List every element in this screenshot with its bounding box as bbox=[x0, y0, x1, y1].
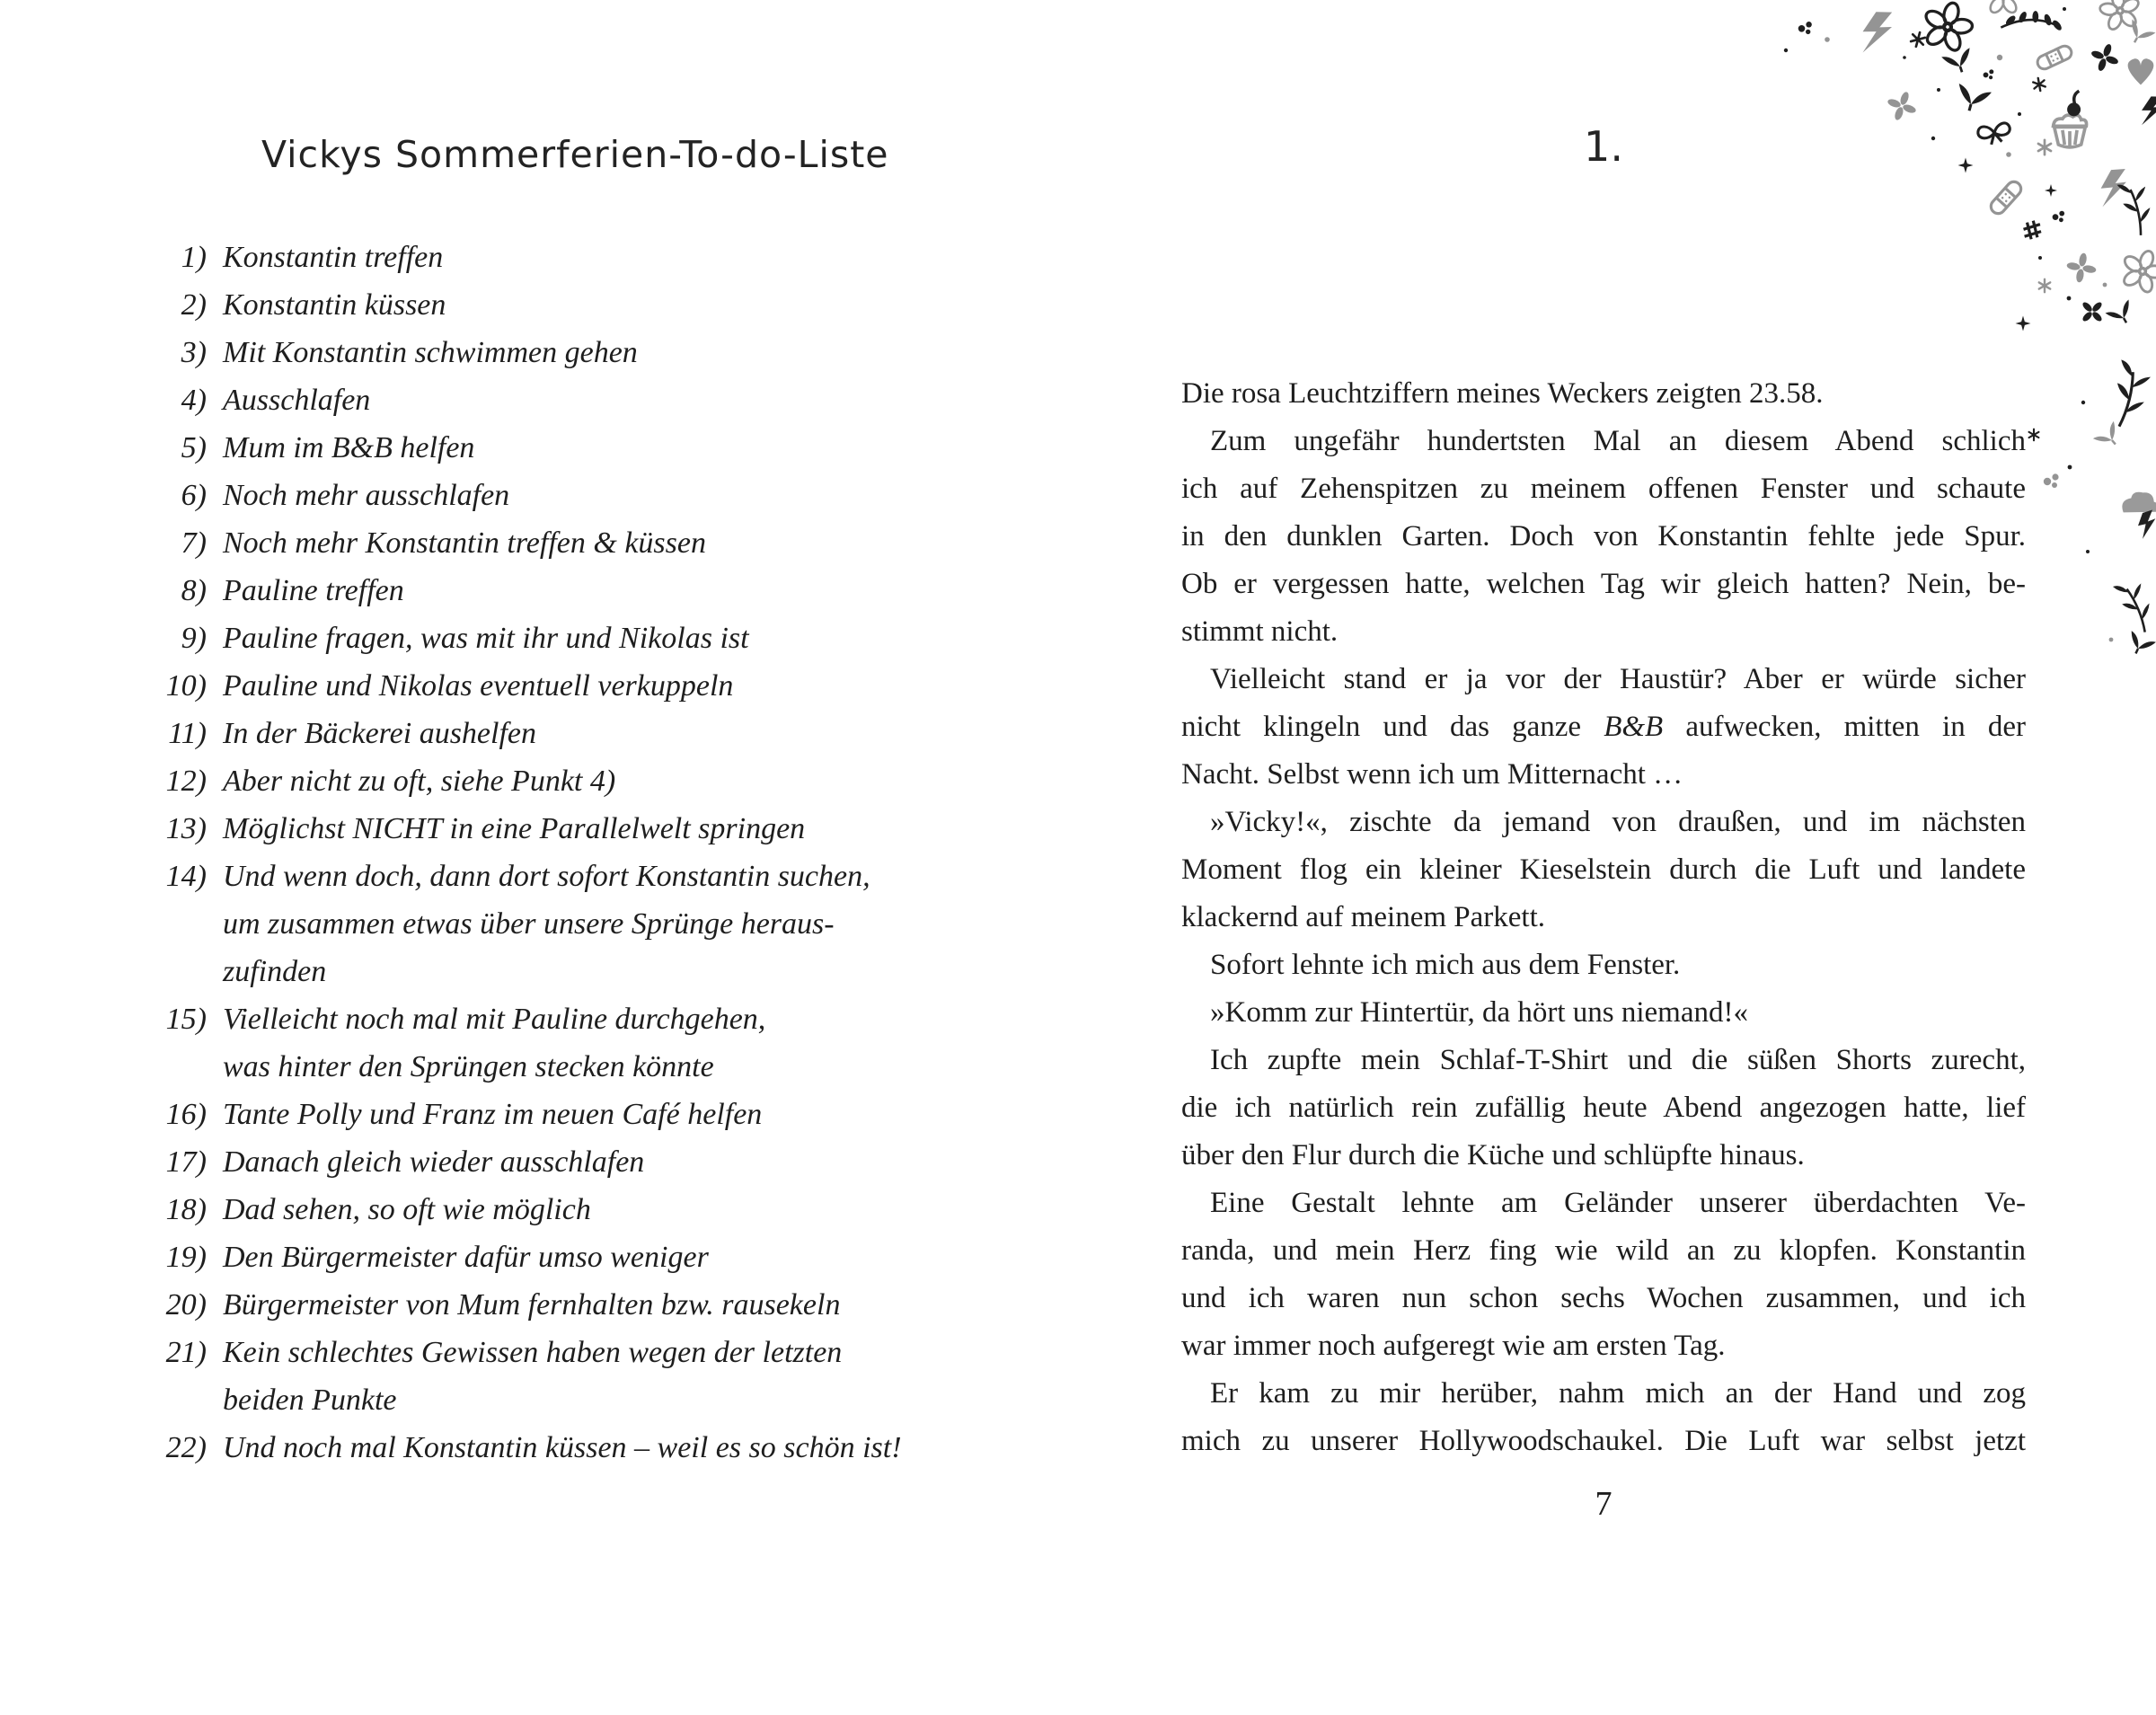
dot-doodle-icon bbox=[1825, 37, 1830, 42]
clover-doodle-icon bbox=[1883, 87, 1921, 125]
todo-list-item bbox=[131, 1233, 994, 1281]
sparkle-doodle-icon bbox=[2016, 316, 2031, 332]
flower-doodle-icon bbox=[1984, 0, 2023, 15]
todo-item-text: beiden Punkte bbox=[223, 1383, 397, 1417]
todo-list-item bbox=[131, 805, 994, 853]
todo-list-item bbox=[131, 281, 994, 329]
dots-doodle-icon bbox=[1798, 22, 1812, 34]
todo-item-text: Tante Polly und Franz im neuen Café helfen bbox=[223, 1098, 763, 1131]
todo-item-text: Kein schlechtes Gewissen haben wegen der letzten bbox=[223, 1336, 843, 1369]
todo-item-number bbox=[131, 948, 207, 995]
dot-doodle-icon bbox=[2103, 283, 2107, 287]
flower-doodle-icon bbox=[2115, 243, 2156, 298]
dot-doodle-icon bbox=[2038, 256, 2042, 260]
todo-item-text: Noch mehr Konstantin treffen & küssen bbox=[223, 526, 706, 560]
todo-list-item bbox=[131, 757, 994, 805]
body-text-line: Moment flog ein kleiner Kieselstein durch die Luft und landete bbox=[1181, 853, 2026, 886]
body-text-line: Ich zupfte mein Schlaf-T-Shirt und die süßen Shorts zurecht, bbox=[1210, 1044, 2026, 1076]
todo-item-number: 6) bbox=[181, 479, 207, 512]
todo-item-text: Konstantin küssen bbox=[223, 288, 446, 322]
todo-item-text: Noch mehr ausschlafen bbox=[223, 479, 510, 512]
body-text-line: ich auf Zehenspitzen zu meinem offenen Fenster und schaute bbox=[1181, 473, 2026, 505]
todo-item-text: zufinden bbox=[223, 955, 327, 988]
cupcake-doodle-icon bbox=[2054, 91, 2087, 147]
todo-item-text: Und wenn doch, dann dort sofort Konstantin suchen, bbox=[223, 860, 870, 893]
body-text-line: »Komm zur Hintertür, da hört uns niemand!« bbox=[1210, 996, 1748, 1029]
todo-item-text: Danach gleich wieder ausschlafen bbox=[223, 1145, 645, 1179]
dot-doodle-icon bbox=[2067, 296, 2072, 301]
todo-item-text: Dad sehen, so oft wie möglich bbox=[223, 1193, 591, 1226]
todo-item-number: 22) bbox=[165, 1431, 207, 1464]
todo-item-number: 2) bbox=[181, 288, 207, 322]
body-text-line: Vielleicht stand er ja vor der Haustür? Aber er würde sicher bbox=[1210, 663, 2026, 695]
todo-list-item-continuation bbox=[131, 948, 994, 995]
todo-item-number bbox=[131, 1043, 207, 1091]
body-text-line: Zum ungefähr hundertsten Mal an diesem Abend schlich bbox=[1210, 425, 2026, 457]
body-text-line: die ich natürlich rein zufällig heute Abend angezogen hatte, lief bbox=[1181, 1092, 2026, 1124]
todo-item-text: Pauline und Nikolas eventuell verkuppeln bbox=[223, 669, 734, 703]
leaf-doodle-icon bbox=[1941, 48, 1976, 76]
todo-list-item bbox=[131, 853, 994, 900]
body-text-line: Die rosa Leuchtziffern meines Weckers zeigten 23.58. bbox=[1181, 377, 1824, 410]
dot-doodle-icon bbox=[2006, 152, 2011, 157]
todo-item-text: Und noch mal Konstantin küssen – weil es so schön ist! bbox=[223, 1431, 902, 1464]
corner-doodles-decoration bbox=[1734, 0, 2156, 665]
dots-doodle-icon bbox=[2053, 211, 2064, 222]
todo-list bbox=[131, 234, 994, 1472]
todo-list-item bbox=[131, 1138, 994, 1186]
todo-item-text: Mit Konstantin schwimmen gehen bbox=[223, 336, 638, 369]
todo-list-item bbox=[131, 662, 994, 710]
dot-doodle-icon bbox=[2063, 7, 2066, 11]
todo-list-item bbox=[131, 329, 994, 376]
todo-item-number bbox=[131, 900, 207, 948]
todo-item-number: 9) bbox=[181, 622, 207, 655]
todo-list-item bbox=[131, 995, 994, 1043]
todo-item-number: 10) bbox=[165, 669, 207, 703]
todo-item-number: 16) bbox=[165, 1098, 207, 1131]
todo-item-number: 17) bbox=[165, 1145, 207, 1179]
sparkle-doodle-icon bbox=[2033, 77, 2046, 92]
dots-doodle-icon bbox=[1984, 69, 1994, 79]
todo-item-text: Aber nicht zu oft, siehe Punkt 4) bbox=[223, 765, 616, 798]
clover-doodle-icon bbox=[2087, 40, 2123, 75]
body-text-line: in den dunklen Garten. Doch von Konstantin fehlte jede Spur. bbox=[1181, 520, 2026, 553]
body-text-line: Nacht. Selbst wenn ich um Mitternacht … bbox=[1181, 758, 1683, 791]
dot-doodle-icon bbox=[2018, 112, 2021, 116]
sparkle-doodle-icon bbox=[2045, 184, 2057, 197]
todo-item-text: Bürgermeister von Mum fernhalten bzw. rausekeln bbox=[223, 1288, 841, 1322]
todo-item-number: 3) bbox=[181, 336, 207, 369]
body-text-line: Eine Gestalt lehnte am Geländer unserer überdachten Ve- bbox=[1210, 1187, 2026, 1219]
dot-doodle-icon bbox=[1903, 56, 1906, 59]
todo-item-text: Mum im B&B helfen bbox=[223, 431, 475, 464]
todo-item-text: um zusammen etwas über unsere Sprünge heraus- bbox=[223, 907, 835, 941]
sparkle-doodle-icon bbox=[1958, 158, 1974, 173]
body-text-line: über den Flur durch die Küche und schlüpfte hinaus. bbox=[1181, 1139, 1805, 1171]
body-text-line: nicht klingeln und das ganze B&B aufwecken, mitten in der bbox=[1181, 711, 2026, 743]
sparkle-doodle-icon bbox=[1910, 31, 1926, 48]
body-text-line: randa, und mein Herz fing wie wild an zu klopfen. Konstantin bbox=[1181, 1234, 2026, 1267]
todo-item-text: was hinter den Sprüngen stecken könnte bbox=[223, 1050, 714, 1083]
todo-list-item bbox=[131, 1281, 994, 1329]
todo-list-item bbox=[131, 1091, 994, 1138]
todo-item-number: 19) bbox=[165, 1241, 207, 1274]
body-text-line: »Vicky!«, zischte da jemand von draußen, und im nächsten bbox=[1210, 806, 2026, 838]
todo-item-number: 1) bbox=[181, 241, 207, 274]
todo-list-item-continuation bbox=[131, 1376, 994, 1424]
dot-doodle-icon bbox=[2086, 550, 2090, 553]
todo-list-item bbox=[131, 614, 994, 662]
clover-doodle-icon bbox=[2064, 251, 2099, 285]
todo-item-text: Vielleicht noch mal mit Pauline durchgehen, bbox=[223, 1003, 766, 1036]
dot-doodle-icon bbox=[1997, 55, 2002, 60]
todo-list-item bbox=[131, 519, 994, 567]
todo-list-item bbox=[131, 424, 994, 472]
leaf-doodle-icon bbox=[2106, 300, 2138, 330]
body-text-line: stimmt nicht. bbox=[1181, 615, 1339, 648]
todo-item-number: 4) bbox=[181, 384, 207, 417]
hash-doodle-icon bbox=[2022, 220, 2042, 240]
leaf-doodle-icon bbox=[1953, 84, 1992, 115]
todo-item-number: 11) bbox=[168, 717, 207, 750]
bandaid-doodle-icon bbox=[2036, 44, 2074, 71]
todo-item-text: Möglichst NICHT in eine Parallelwelt springen bbox=[223, 812, 806, 845]
todo-item-number: 12) bbox=[165, 765, 207, 798]
body-text-line: Sofort lehnte ich mich aus dem Fenster. bbox=[1210, 949, 1681, 981]
dot-doodle-icon bbox=[2081, 401, 2085, 404]
todo-list-item-continuation bbox=[131, 1043, 994, 1091]
body-text-line: mich zu unserer Hollywoodschaukel. Die Luft war selbst jetzt bbox=[1181, 1425, 2026, 1457]
todo-item-number: 21) bbox=[165, 1336, 207, 1369]
sparkle-doodle-icon bbox=[2039, 279, 2050, 292]
todo-list-item bbox=[131, 1186, 994, 1233]
bow-doodle-icon bbox=[1977, 122, 2012, 146]
todo-item-number: 20) bbox=[165, 1288, 207, 1322]
todo-list-item bbox=[131, 1424, 994, 1472]
todo-item-number bbox=[131, 1376, 207, 1424]
todo-item-text: Pauline fragen, was mit ihr und Nikolas ist bbox=[223, 622, 749, 655]
todo-list-item-continuation bbox=[131, 900, 994, 948]
body-text-line: Er kam zu mir herüber, nahm mich an der Hand und zog bbox=[1210, 1377, 2026, 1410]
bandaid-doodle-icon bbox=[1988, 179, 2024, 217]
lightning-doodle-icon bbox=[1860, 8, 1895, 57]
body-text-line: Ob er vergessen hatte, welchen Tag wir gleich hatten? Nein, be- bbox=[1181, 568, 2026, 600]
todo-item-number: 7) bbox=[181, 526, 207, 560]
todo-list-item bbox=[131, 710, 994, 757]
page-title: Vickys Sommerferien-To-do-Liste bbox=[261, 133, 889, 176]
todo-item-text: In der Bäckerei aushelfen bbox=[223, 717, 536, 750]
todo-item-number: 5) bbox=[181, 431, 207, 464]
todo-item-text: Konstantin treffen bbox=[223, 241, 444, 274]
todo-list-item bbox=[131, 472, 994, 519]
todo-list-item bbox=[131, 567, 994, 614]
sparkle-doodle-icon bbox=[2038, 140, 2051, 155]
leaf-branch-doodle-icon bbox=[2113, 575, 2156, 636]
leaf-doodle-icon bbox=[2124, 631, 2156, 659]
todo-list-item bbox=[131, 1329, 994, 1376]
todo-list-item bbox=[131, 376, 994, 424]
todo-item-text: Den Bürgermeister dafür umso weniger bbox=[223, 1241, 709, 1274]
heart-doodle-icon bbox=[2128, 58, 2154, 84]
dot-doodle-icon bbox=[1784, 49, 1788, 52]
body-text-line: klackernd auf meinem Parkett. bbox=[1181, 901, 1546, 933]
todo-item-number: 13) bbox=[165, 812, 207, 845]
dot-doodle-icon bbox=[1937, 88, 1940, 92]
dots-doodle-icon bbox=[2044, 473, 2059, 488]
clover-doodle-icon bbox=[2074, 294, 2110, 330]
page-number: 7 bbox=[1595, 1485, 1613, 1523]
todo-item-text: Ausschlafen bbox=[223, 384, 371, 417]
dot-doodle-icon bbox=[1931, 137, 1935, 140]
todo-item-number: 8) bbox=[181, 574, 207, 607]
storm-cloud-doodle-icon bbox=[2121, 491, 2156, 541]
dot-doodle-icon bbox=[2109, 638, 2114, 642]
sparkle-doodle-icon bbox=[2029, 429, 2039, 441]
leaf-branch-doodle-icon bbox=[2107, 359, 2152, 430]
todo-list-item bbox=[131, 234, 994, 281]
chapter-number: 1. bbox=[1584, 122, 1623, 171]
lightning-doodle-icon bbox=[2139, 93, 2156, 128]
body-text-line: und ich waren nun schon sechs Wochen zusammen, und ich bbox=[1181, 1282, 2026, 1314]
body-text-line: war immer noch aufgeregt wie am ersten Tag. bbox=[1181, 1330, 1726, 1362]
todo-item-number: 15) bbox=[165, 1003, 207, 1036]
leaf-branch-doodle-icon bbox=[2117, 178, 2156, 238]
dot-doodle-icon bbox=[2068, 465, 2072, 470]
todo-item-number: 14) bbox=[165, 860, 207, 893]
todo-item-number: 18) bbox=[165, 1193, 207, 1226]
todo-item-text: Pauline treffen bbox=[223, 574, 404, 607]
